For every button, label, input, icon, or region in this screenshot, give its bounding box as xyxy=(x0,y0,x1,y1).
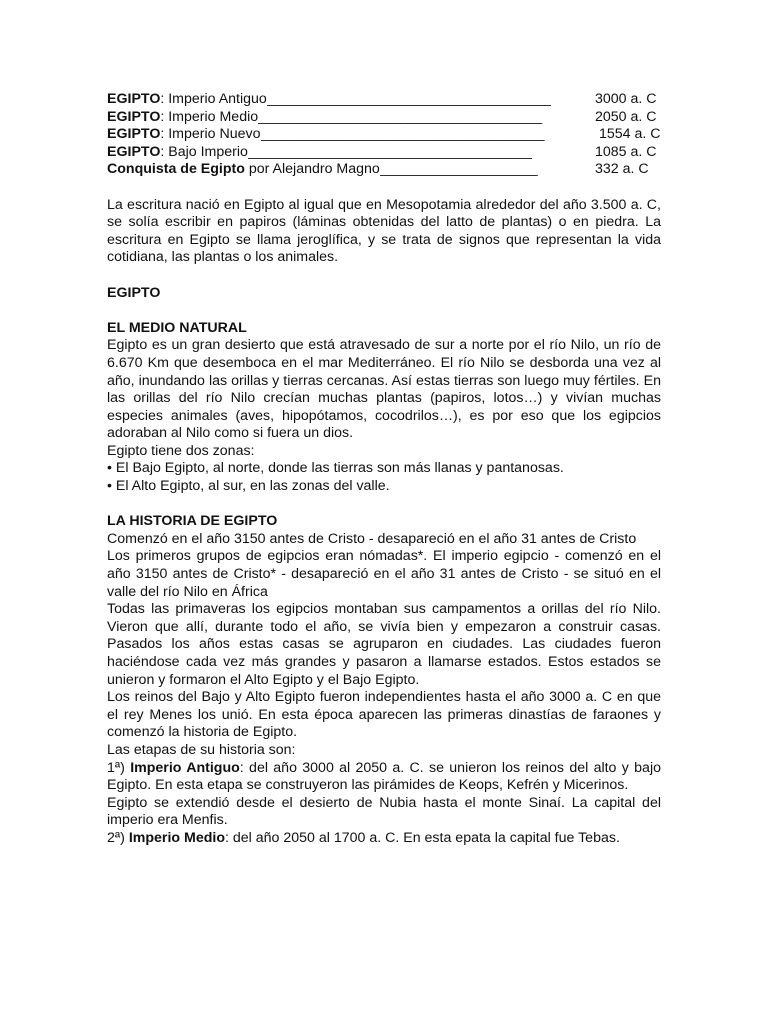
bullet-item: • El Alto Egipto, al sur, en las zonas del valle. xyxy=(107,478,390,495)
timeline-year: 3000 a. C xyxy=(595,91,657,107)
timeline-list xyxy=(107,91,661,179)
section-heading-text: LA HISTORIA DE EGIPTO xyxy=(107,513,278,530)
paragraph: Egipto es un gran desierto que está atravesado de sur a norte por el río Nilo, un río de 6.670 Km que desemboca en el mar Mediterráneo. El río Nilo se desborda una vez al año, inundando las orillas y tierras cercanas. Así estas tierras son luego muy fértiles. En las orillas del río Nilo crecían muchas plantas (papiros, lotos…) y vivían muchas especies animales (aves, hipopótamos, cocodrilos…), es por eso que los egipcios adoraban al Nilo como si fuera un dios. xyxy=(107,337,661,442)
timeline-label-bold: EGIPTO xyxy=(107,91,161,107)
timeline-fill-line: ____________________________________ xyxy=(260,126,545,143)
stage-item xyxy=(107,760,661,795)
timeline-label: : Imperio Medio xyxy=(160,108,259,125)
section-heading xyxy=(107,285,661,303)
stage-item xyxy=(107,830,661,848)
timeline-row xyxy=(107,91,661,109)
timeline-fill-line: ____________________________________ xyxy=(258,108,543,125)
stage-title: Imperio Antiguo xyxy=(130,759,240,776)
timeline-year: 1085 a. C xyxy=(595,143,657,160)
timeline-row xyxy=(107,109,661,127)
bullet-item: • El Bajo Egipto, al norte, donde las tierras son más llanas y pantanosas. xyxy=(107,460,564,477)
timeline-year: 2050 a. C xyxy=(595,108,657,125)
timeline-row xyxy=(107,126,661,144)
timeline-label: por Alejandro Magno xyxy=(244,161,380,178)
timeline-year: 332 a. C xyxy=(595,161,649,178)
timeline-label-bold: Conquista de Egipto xyxy=(107,161,245,178)
timeline-label-bold: EGIPTO xyxy=(107,126,161,143)
paragraph: Los reinos del Bajo y Alto Egipto fueron independientes hasta el año 3000 a. C en que el rey Menes los unió. En esta época aparecen las primeras dinastías de faraones y comenzó la historia de Egipto. xyxy=(107,689,661,741)
timeline-row xyxy=(107,144,661,162)
stage-number: 2ª) xyxy=(107,829,129,846)
stage-number: 1ª) xyxy=(107,759,131,776)
paragraph: Egipto tiene dos zonas: xyxy=(107,442,255,459)
section-heading-text: EGIPTO xyxy=(107,284,161,301)
paragraph: Todas las primaveras los egipcios montaban sus campamentos a orillas del río Nilo. Vieron que allí, durante todo el año, se vivía bien y empezaron a construir casas. Pasados los años estas casas se agruparon en ciudades. Las ciudades fueron haciéndose cada vez más grandes y pasaron a llamarse estados. Estos estados se unieron y formaron el Alto Egipto y el Bajo Egipto. xyxy=(107,601,661,688)
intro-paragraph: La escritura nació en Egipto al igual que en Mesopotamia alrededor del año 3.500 a. C, se solía escribir en papiros (láminas obtenidas del latto de plantas) o en piedra. La escritura en Egipto se llama jeroglífica, y se trata de signos que representan la vida cotidiana, las plantas o los animales. xyxy=(107,196,661,266)
timeline-label-bold: EGIPTO xyxy=(107,108,161,125)
stage-text: : del año 2050 al 1700 a. C. En esta epata la capital fue Tebas. xyxy=(224,829,620,846)
section-heading xyxy=(107,320,661,338)
timeline-label-bold: EGIPTO xyxy=(107,143,161,160)
paragraph: Los primeros grupos de egipcios eran nómadas*. El imperio egipcio - comenzó en el año 3150 antes de Cristo* - desapareció en el año 31 antes de Cristo - se situó en el valle del río Nilo en África xyxy=(107,548,661,600)
timeline-fill-line: ____________________________________ xyxy=(266,91,551,107)
timeline-label: : Bajo Imperio xyxy=(160,143,248,160)
timeline-row xyxy=(107,161,661,179)
paragraph: Egipto se extendió desde el desierto de Nubia hasta el monte Sinaí. La capital del imperio era Menfis. xyxy=(107,794,661,829)
timeline-fill-line: ____________________________________ xyxy=(247,143,532,160)
section-heading-text: EL MEDIO NATURAL xyxy=(107,319,247,336)
timeline-label: : Imperio Antiguo xyxy=(160,91,267,107)
timeline-fill-line: ____________________ xyxy=(379,161,538,178)
paragraph: Las etapas de su historia son: xyxy=(107,741,296,758)
stage-text: : del año 3000 al 2050 a. C. se unieron los reinos del alto y bajo Egipto. En esta etapa se construyeron las pirámides de Keops, Kefrén y Micerinos. xyxy=(107,759,661,794)
paragraph: Comenzó en el año 3150 antes de Cristo - desapareció en el año 31 antes de Cristo xyxy=(107,530,637,547)
timeline-year: 1554 a. C xyxy=(595,126,661,143)
document-page xyxy=(107,91,661,848)
timeline-label: : Imperio Nuevo xyxy=(160,126,261,143)
section-heading xyxy=(107,513,661,531)
stage-title: Imperio Medio xyxy=(128,829,225,846)
